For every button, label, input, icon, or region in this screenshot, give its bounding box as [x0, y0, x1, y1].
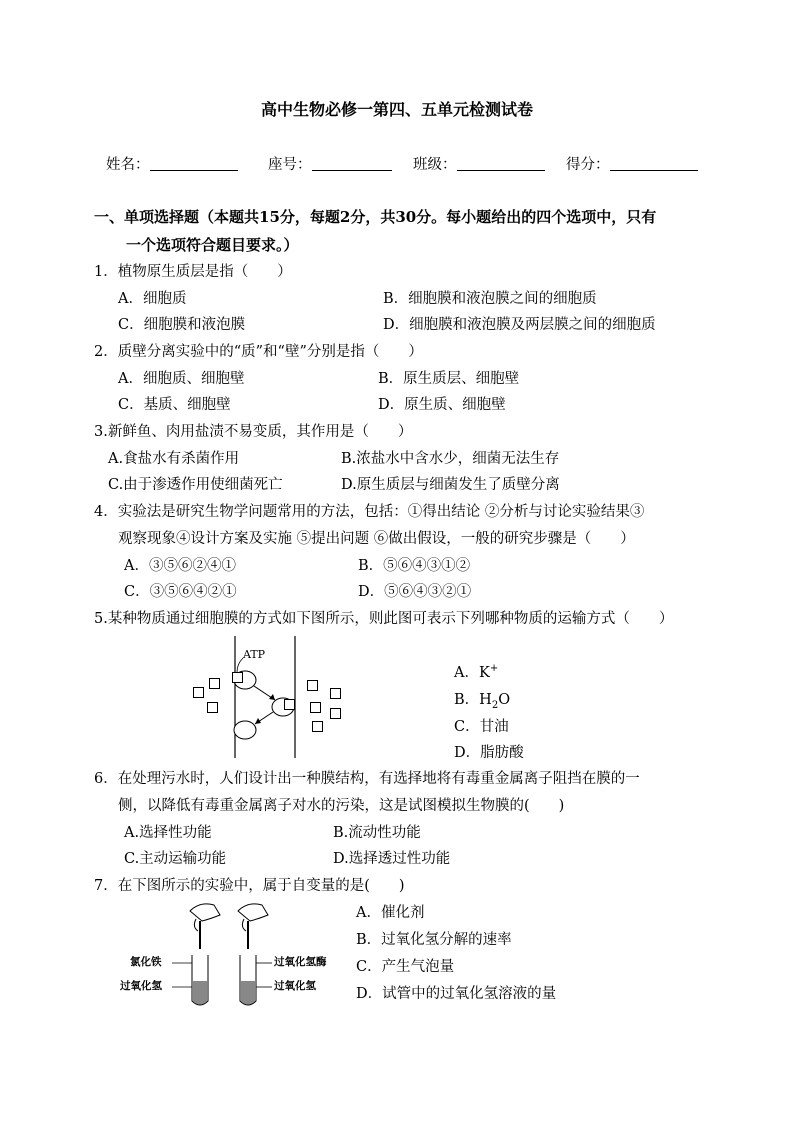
q3-option-c[interactable]: C.由于渗透作用使细菌死亡 [108, 477, 283, 493]
q5-option-d[interactable]: D．脂肪酸 [454, 745, 524, 761]
q2-option-c[interactable]: C．基质、细胞壁 [118, 397, 231, 413]
q3-option-b[interactable]: B.浓盐水中含水少，细菌无法生存 [341, 451, 560, 467]
q6-option-b[interactable]: B.流动性功能 [333, 825, 421, 841]
question-3-stem: 3.新鲜鱼、肉用盐渍不易变质，其作用是（ ） [94, 424, 413, 440]
label-hydrogen-peroxide-right: 过氧化氢 [274, 980, 316, 992]
q1-option-d[interactable]: D．细胞膜和液泡膜及两层膜之间的细胞质 [383, 317, 656, 333]
class-field [413, 156, 545, 174]
name-label: 姓名： [106, 157, 150, 173]
molecule-square [193, 687, 204, 698]
molecule-square [330, 688, 341, 699]
question-1-stem: 1．植物原生质层是指（ ） [94, 264, 292, 280]
class-blank[interactable] [457, 156, 545, 171]
q6-option-d[interactable]: D.选择透过性功能 [333, 851, 451, 867]
q6-option-a[interactable]: A.选择性功能 [124, 825, 212, 841]
name-blank[interactable] [150, 156, 238, 171]
molecule-square [207, 702, 218, 713]
name-field [106, 156, 238, 174]
q5-option-b[interactable]: B．$H_2O$ [454, 692, 511, 711]
molecule-square [312, 721, 323, 732]
question-6-stem-cont: 侧，以降低有毒重金属离子对水的污染，这是试图模拟生物膜的( ) [118, 798, 565, 814]
question-4-stem: 4．实验法是研究生物学问题常用的方法，包括：①得出结论 ②分析与讨论实验结果③ [94, 504, 645, 520]
question-6-stem: 6．在处理污水时，人们设计出一种膜结构，有选择地将有毒重金属离子阻挡在膜的一 [94, 771, 640, 787]
score-field [566, 156, 698, 174]
test-tube-figure [112, 897, 352, 1012]
membrane-transport-figure [185, 632, 355, 762]
q5-option-c[interactable]: C．甘油 [454, 719, 509, 735]
q4-option-c[interactable]: C．③⑤⑥④②① [124, 584, 237, 600]
atp-label: ATP [243, 648, 266, 661]
molecule-square [307, 680, 318, 691]
q1-option-a[interactable]: A．细胞质 [118, 291, 187, 307]
question-5-stem: 5.某种物质通过细胞膜的方式如下图所示，则此图可表示下列哪种物质的运输方式（ ） [94, 611, 674, 627]
q6-option-c[interactable]: C.主动运输功能 [124, 851, 227, 867]
q1-option-c[interactable]: C．细胞膜和液泡膜 [118, 317, 246, 333]
q3-option-d[interactable]: D.原生质层与细菌发生了质壁分离 [341, 477, 560, 493]
class-label: 班级： [413, 157, 457, 173]
score-label: 得分： [566, 157, 610, 173]
q2-option-d[interactable]: D．原生质、细胞壁 [378, 397, 506, 413]
label-ferric-chloride: 氯化铁 [130, 956, 162, 968]
q2-option-b[interactable]: B．原生质层、细胞壁 [378, 371, 520, 387]
q4-option-d[interactable]: D．⑤⑥④③②① [358, 584, 472, 600]
seat-field [268, 156, 392, 174]
page-title: 高中生物必修一第四、五单元检测试卷 [260, 100, 533, 119]
label-catalase: 过氧化氢酶 [274, 956, 327, 968]
q7-option-a[interactable]: A．催化剂 [356, 905, 425, 921]
question-7-stem: 7．在下图所示的实验中，属于自变量的是( ) [94, 878, 405, 894]
q5-option-a[interactable]: A．K+ [454, 663, 499, 681]
q2-option-a[interactable]: A．细胞质、细胞壁 [118, 371, 245, 387]
molecule-square [232, 672, 243, 683]
section-heading: 一、单项选择题（本题共15分，每题2分，共30分。每小题给出的四个选项中，只有 [94, 208, 657, 226]
q7-option-b[interactable]: B．过氧化氢分解的速率 [356, 932, 512, 948]
molecule-square [209, 678, 220, 689]
q7-option-c[interactable]: C．产生气泡量 [356, 959, 455, 975]
score-blank[interactable] [610, 156, 698, 171]
section-heading-cont: 一个选项符合题目要求。） [126, 236, 299, 254]
q4-option-a[interactable]: A．③⑤⑥②④① [124, 558, 236, 574]
q1-option-b[interactable]: B．细胞膜和液泡膜之间的细胞质 [383, 291, 597, 307]
molecule-square [310, 702, 321, 713]
q4-option-b[interactable]: B．⑤⑥④③①② [358, 558, 471, 574]
seat-blank[interactable] [312, 156, 392, 171]
seat-label: 座号： [268, 157, 312, 173]
q7-option-d[interactable]: D．试管中的过氧化氢溶液的量 [356, 986, 557, 1002]
question-4-stem-cont: 观察现象④设计方案及实施 ⑤提出问题 ⑥做出假设，一般的研究步骤是（ ） [118, 531, 635, 547]
molecule-square [330, 708, 341, 719]
molecule-square [284, 699, 295, 710]
question-2-stem: 2．质壁分离实验中的“质”和“壁”分别是指（ ） [94, 344, 423, 360]
test-tube-diagram [112, 897, 352, 1012]
q3-option-a[interactable]: A.食盐水有杀菌作用 [108, 451, 240, 467]
label-hydrogen-peroxide-left: 过氧化氢 [120, 980, 162, 992]
